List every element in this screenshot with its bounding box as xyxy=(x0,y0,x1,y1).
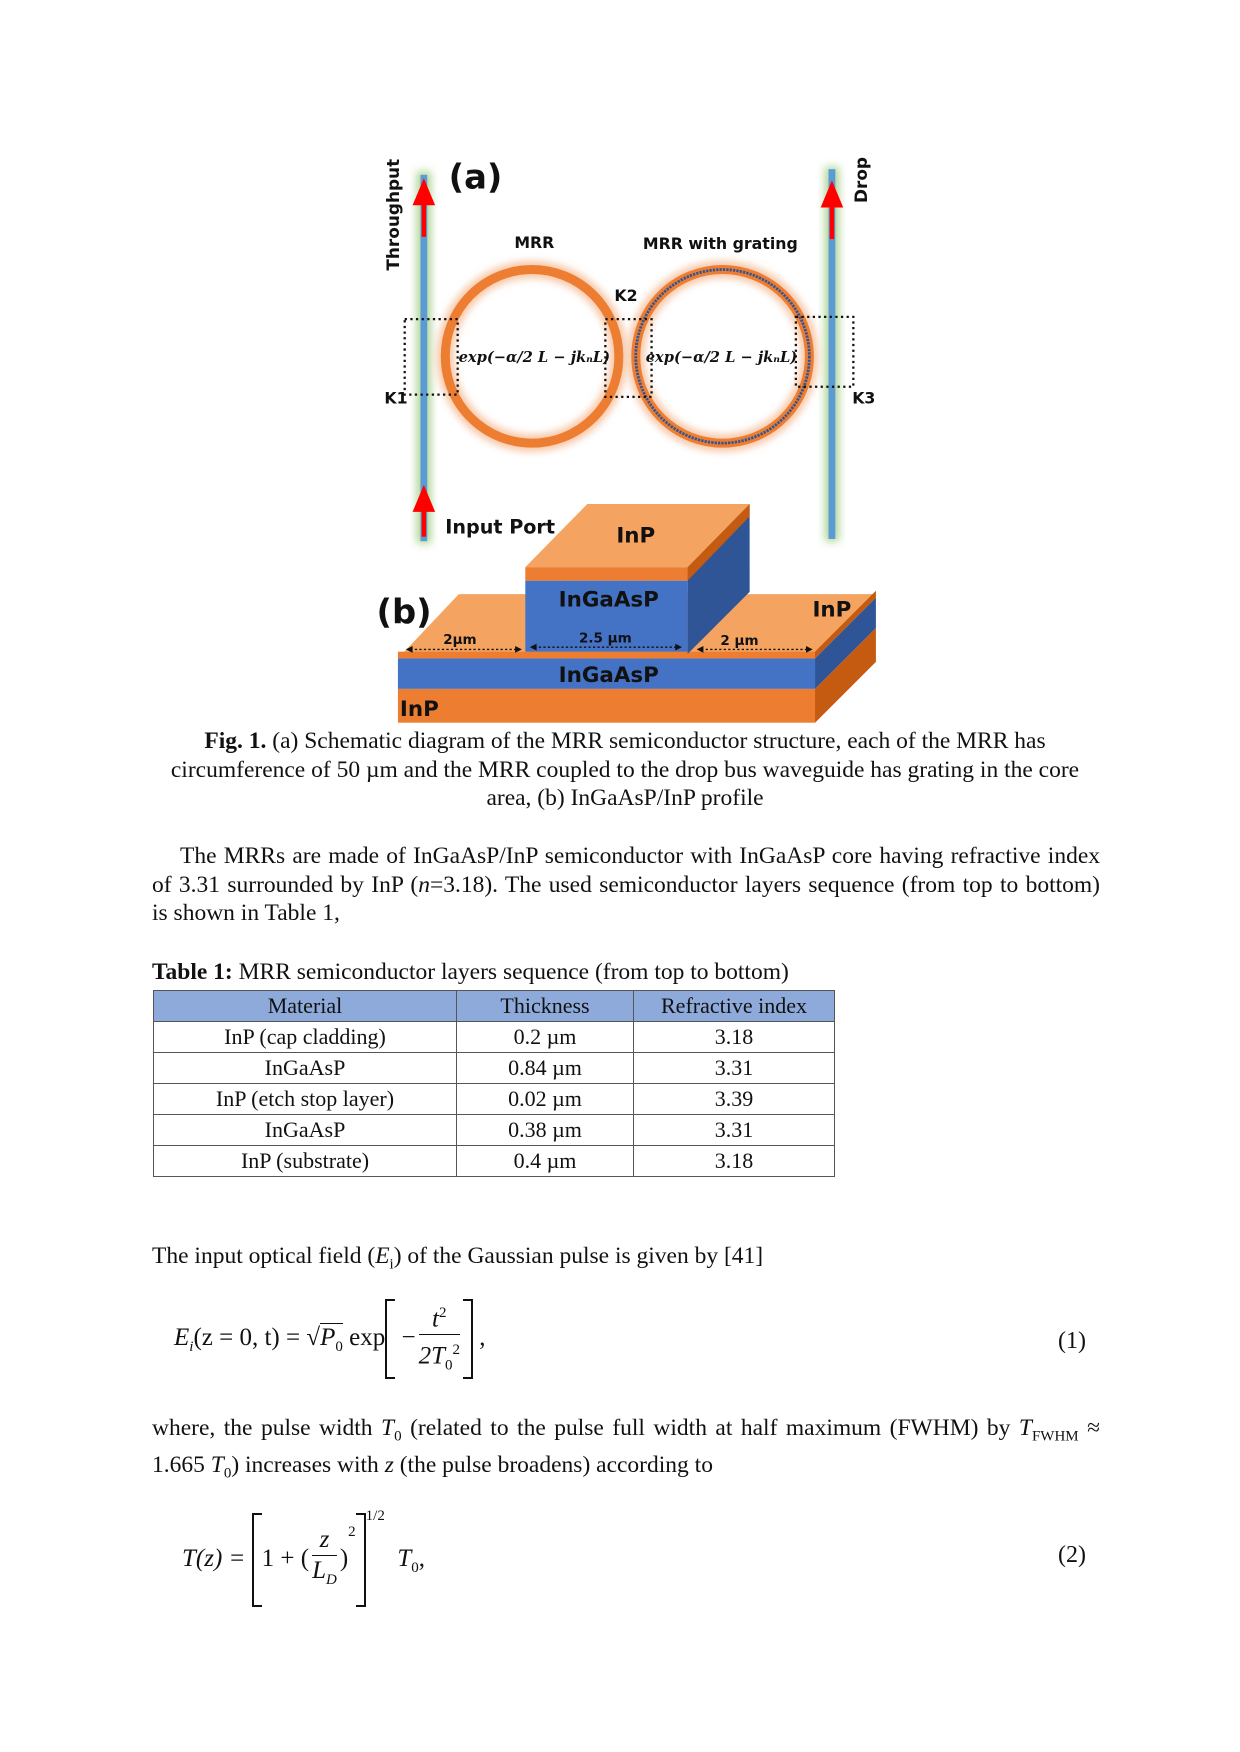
table-row: InP (etch stop layer) 0.02 µm 3.39 xyxy=(154,1084,835,1115)
core-ingaasp-label: InGaAsP xyxy=(558,587,659,613)
dim-right-label: 2 µm xyxy=(720,632,759,649)
table-row: InGaAsP 0.84 µm 3.31 xyxy=(154,1053,835,1084)
throughput-label: Throughput xyxy=(383,158,404,271)
panel-a-label: (a) xyxy=(448,157,503,197)
caption-text: (a) Schematic diagram of the MRR semiconductor structure, each of the MRR has circumference of 50 µm and the MRR coupled to the drop bus waveguide has grating in the core area, (b) InGaAsP/InP profile xyxy=(170,728,1080,811)
dim-left-label: 2µm xyxy=(443,631,477,648)
top-inp-label: InP xyxy=(616,523,656,549)
drop-label: Drop xyxy=(850,156,871,204)
table-row: InGaAsP 0.38 µm 3.31 xyxy=(154,1115,835,1146)
mrr-transfer-formula: exp(−α/2 L − jkₙL) xyxy=(458,348,611,366)
equation-2-number: (2) xyxy=(1058,1542,1086,1568)
equation-1-number: (1) xyxy=(1058,1328,1086,1354)
dim-center-label: 2.5 µm xyxy=(579,630,632,647)
equation-2: T(z) = 1 + ( $\frac{z}{L_D}$ )$^{21/2}$ $T_0$, xyxy=(182,1508,425,1607)
caption-label: Fig. 1. xyxy=(204,728,267,754)
paragraph-materials: The MRRs are made of InGaAsP/InP semiconductor with InGaAsP core having refractive index of 3.31 surrounded by InP (n=3.18). The used semiconductor layers sequence (from top to bottom) is shown in Table 1, xyxy=(152,843,1100,926)
mrr-grating-label: MRR with grating xyxy=(642,234,798,254)
table-row: InP (cap cladding) 0.2 µm 3.18 xyxy=(154,1022,835,1053)
side-inp-label: InP xyxy=(812,597,852,623)
table-header-row: Material Thickness Refractive index xyxy=(154,991,835,1022)
layers-table xyxy=(153,990,835,1177)
input-port-label: Input Port xyxy=(445,515,556,539)
grating-transfer-formula: exp(−α/2 L − jkₙL) xyxy=(645,348,798,366)
paragraph-pulse-width: where, the pulse width $T_0$ (related to the pulse full width at half maximum (FWHM) by $T_{FWHM} \approx 1.665$ $T_0$) increases with z (the pulse broadens) according to xyxy=(152,1415,1100,1482)
equation-1: $E_i(z = 0$, $t) = √P_0$ exp − $\frac{t^2}{2T_0^2}$ , xyxy=(174,1298,485,1381)
k3-label: K3 xyxy=(852,388,876,408)
k1-label: K1 xyxy=(384,388,408,408)
lower-ingaasp-label: InGaAsP xyxy=(558,663,659,689)
substrate-inp-label: InP xyxy=(399,696,439,722)
mrr-label: MRR xyxy=(514,233,555,253)
figure-caption xyxy=(150,727,1100,813)
k2-label: K2 xyxy=(614,286,638,306)
table-caption: Table 1: MRR semiconductor layers sequence (from top to bottom) xyxy=(152,959,789,985)
paragraph-input-field: The input optical field $(E_i)$ of the Gaussian pulse is given by [41] xyxy=(152,1243,764,1273)
table-row: InP (substrate) 0.4 µm 3.18 xyxy=(154,1146,835,1177)
panel-b-label: (b) xyxy=(376,592,432,632)
